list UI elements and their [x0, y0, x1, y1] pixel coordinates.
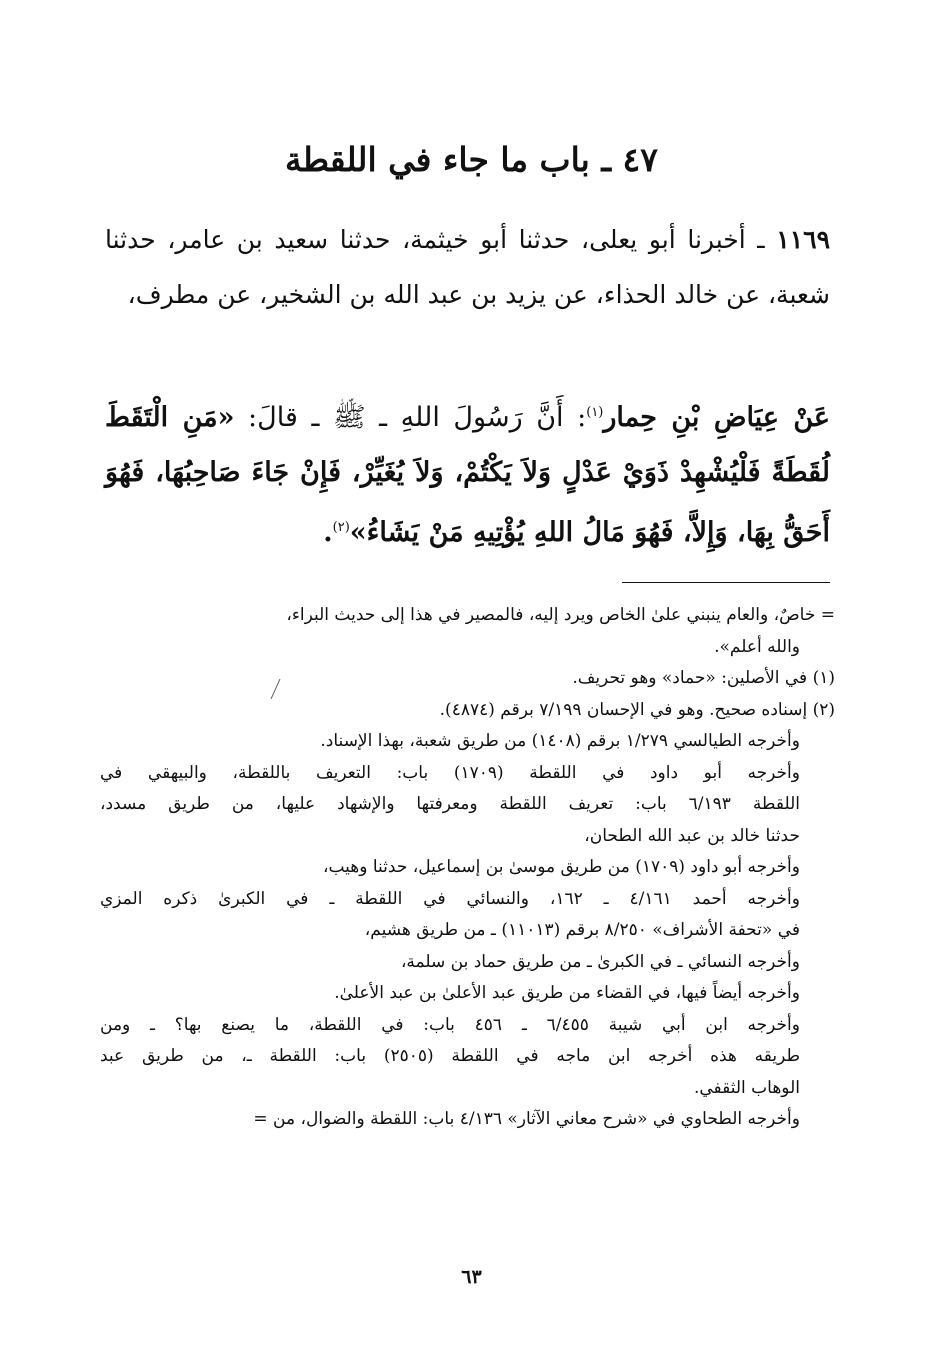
footnote-line: في «تحفة الأشراف» ٨/٢٥٠ برقم (١١٠١٣) ـ من طريق هشيم،: [364, 920, 800, 940]
footnote-line: وأخرجه الطيالسي ١/٢٧٩ برقم (١٤٠٨) من طريق شعبة، بهذا الإسناد.: [320, 731, 800, 751]
hadith-number: ١١٦٩: [776, 225, 830, 254]
matn-intro: : أَنَّ رَسُولَ اللهِ ـ ﷺ ـ قالَ:: [234, 402, 587, 433]
footnote-line: اللقطة ٦/١٩٣ باب: تعريف اللقطة ومعرفتها والإشهاد عليها، من طريق مسدد،: [100, 794, 801, 814]
footnote-line: وأخرجه أبو داود (١٧٠٩) من طريق موسىٰ بن إسماعيل، حدثنا وهيب،: [322, 857, 800, 877]
footnote-line: وأخرجه أبو داود في اللقطة (١٧٠٩) باب: التعريف باللقطة، والبيهقي في: [100, 762, 800, 783]
footnote-line: وأخرجه أيضاً فيها، في القضاء من طريق عبد الأعلىٰ بن عبد الأعلىٰ.: [334, 983, 800, 1003]
footnote-ref-2: (٢): [332, 520, 350, 535]
footnote-line: الوهاب الثقفي.: [693, 1077, 800, 1098]
footnotes: [100, 600, 835, 1136]
page-number: ٦٣: [461, 1266, 482, 1288]
footnote-line: وأخرجه أحمد ٤/١٦١ ـ ١٦٢، والنسائي في اللقطة ـ في الكبرىٰ ذكره المزي: [100, 888, 800, 909]
footnote-line: وأخرجه ابن أبي شيبة ٦/٤٥٥ ـ ٤٥٦ باب: في اللقطة، ما يصنع بها؟ ـ ومن: [100, 1014, 800, 1035]
footnote-line: طريقه هذه أخرجه ابن ماجه في اللقطة (٢٥٠٥) باب: اللقطة ـ، من طريق عبد: [100, 1046, 800, 1066]
footnote-separator: [622, 582, 830, 583]
footnote-continuation-line: والله أعلم».: [714, 636, 800, 657]
matn-narrator: عَنْ عِيَاضِ بْنِ حِمار: [603, 402, 831, 433]
footnote-line: حدثنا خالد بن عبد الله الطحان،: [584, 825, 800, 846]
footnote-line: وأخرجه النسائي ـ في الكبرىٰ ـ من طريق حماد بن سلمة،: [400, 951, 800, 972]
matn-end: .: [323, 517, 333, 548]
hadith-matn: [105, 385, 830, 560]
isnad-text: ـ أخبرنا أبو يعلى، حدثنا أبو خيثمة، حدثنا سعيد بن عامر، حدثنا شعبة، عن خالد الحذاء، عن يزيد بن عبد الله بن الشخير، عن مطرف،: [105, 225, 830, 309]
footnote-2: (٢) إسناده صحيح. وهو في الإحسان ٧/١٩٩ برقم (٤٨٧٤).: [439, 699, 835, 720]
hadith-isnad: [105, 212, 830, 322]
footnote-1: (١) في الأصلين: «حماد» وهو تحريف.: [572, 668, 835, 688]
matn-text: «مَنِ الْتَقَطَ لُقَطَةً فَلْيُشْهِدْ ذَوَيْ عَدْلٍ وَلاَ يَكْتُمْ، وَلاَ يُغَيِّرْ، فَإِنْ جَاءَ صَاحِبُهَا، فَهُوَ أَحَقُّ بِهَا، وَإِلاَّ، فَهُوَ مَالُ اللهِ يُؤْتِيهِ مَنْ يَشَاءُ»: [105, 402, 830, 548]
footnote-line: وأخرجه الطحاوي في «شرح معاني الآثار» ٤/١٣٦ باب: اللقطة والضوال، من =: [253, 1109, 800, 1129]
footnote-ref-1: (١): [586, 405, 604, 420]
footnote-continuation-line: = خاصٌ، والعام ينبني علىٰ الخاص ويرد إليه، فالمصير في هذا إلى حديث البراء،: [286, 605, 835, 625]
chapter-title: ٤٧ ـ باب ما جاء في اللقطة: [285, 140, 658, 179]
